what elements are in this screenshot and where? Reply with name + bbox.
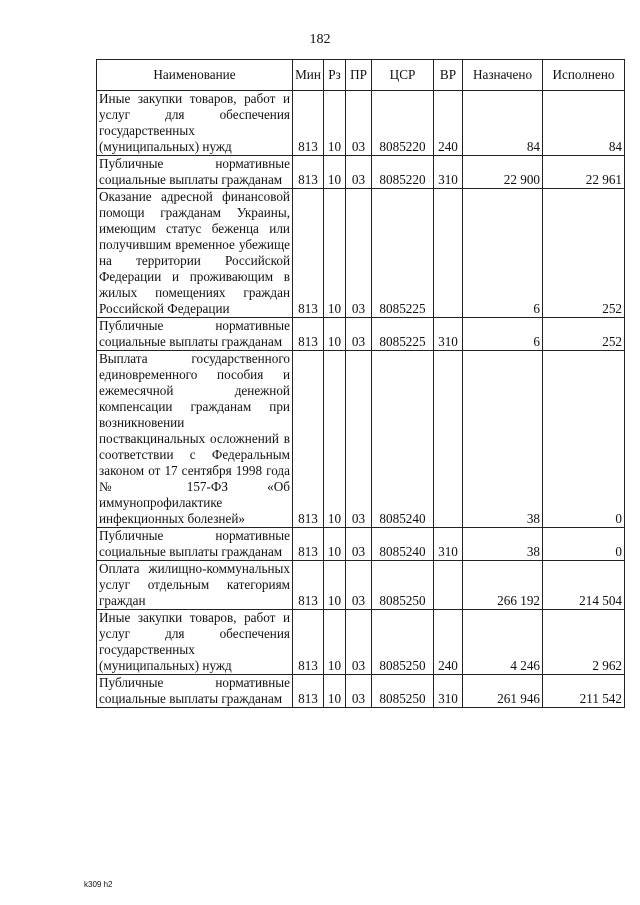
row-csr: 8085250 (372, 675, 434, 708)
header-pr: ПР (346, 60, 372, 91)
row-vr: 310 (434, 318, 463, 351)
header-assigned: Назначено (463, 60, 543, 91)
table-row (97, 528, 625, 561)
row-pr: 03 (346, 156, 372, 189)
header-name: Наименование (97, 60, 293, 91)
row-min: 813 (293, 189, 324, 318)
row-name: Оплата жилищно-коммунальных услуг отдельным категориям граждан (97, 561, 293, 610)
row-executed: 252 (543, 318, 625, 351)
header-vr: ВР (434, 60, 463, 91)
row-min: 813 (293, 351, 324, 528)
row-pr: 03 (346, 561, 372, 610)
row-pr: 03 (346, 675, 372, 708)
row-vr: 310 (434, 156, 463, 189)
row-assigned: 84 (463, 91, 543, 156)
row-name: Публичные нормативные социальные выплаты гражданам (97, 675, 293, 708)
row-assigned: 266 192 (463, 561, 543, 610)
row-csr: 8085225 (372, 318, 434, 351)
row-min: 813 (293, 91, 324, 156)
row-vr (434, 351, 463, 528)
row-pr: 03 (346, 91, 372, 156)
row-executed: 2 962 (543, 610, 625, 675)
budget-table (96, 59, 625, 708)
row-pr: 03 (346, 318, 372, 351)
row-name: Иные закупки товаров, работ и услуг для обеспечения государственных (муниципальных) нужд (97, 610, 293, 675)
header-rz: Рз (324, 60, 346, 91)
table-row (97, 610, 625, 675)
row-assigned: 22 900 (463, 156, 543, 189)
row-min: 813 (293, 318, 324, 351)
row-vr (434, 561, 463, 610)
table-row (97, 156, 625, 189)
header-min: Мин (293, 60, 324, 91)
row-assigned: 261 946 (463, 675, 543, 708)
table-header-row (97, 60, 625, 91)
row-min: 813 (293, 528, 324, 561)
row-vr: 240 (434, 610, 463, 675)
row-name: Публичные нормативные социальные выплаты гражданам (97, 528, 293, 561)
row-rz: 10 (324, 318, 346, 351)
row-executed: 211 542 (543, 675, 625, 708)
row-csr: 8085220 (372, 156, 434, 189)
row-rz: 10 (324, 528, 346, 561)
row-name: Публичные нормативные социальные выплаты гражданам (97, 156, 293, 189)
row-csr: 8085220 (372, 91, 434, 156)
row-rz: 10 (324, 675, 346, 708)
row-assigned: 38 (463, 528, 543, 561)
row-executed: 252 (543, 189, 625, 318)
page-number: 182 (309, 32, 331, 47)
row-rz: 10 (324, 91, 346, 156)
row-name: Иные закупки товаров, работ и услуг для обеспечения государственных (муниципальных) нужд (97, 91, 293, 156)
row-assigned: 38 (463, 351, 543, 528)
row-assigned: 4 246 (463, 610, 543, 675)
row-executed: 0 (543, 528, 625, 561)
row-csr: 8085250 (372, 561, 434, 610)
row-rz: 10 (324, 561, 346, 610)
row-min: 813 (293, 156, 324, 189)
footer-code: k309 h2 (84, 880, 113, 889)
row-pr: 03 (346, 189, 372, 318)
row-min: 813 (293, 610, 324, 675)
row-executed: 84 (543, 91, 625, 156)
row-rz: 10 (324, 156, 346, 189)
header-executed: Исполнено (543, 60, 625, 91)
row-csr: 8085240 (372, 351, 434, 528)
row-min: 813 (293, 675, 324, 708)
row-csr: 8085225 (372, 189, 434, 318)
table-row (97, 675, 625, 708)
table-row (97, 91, 625, 156)
row-name: Выплата государственного единовременного пособия и ежемесячной денежной компенсации гражданам при возникновении поствакцинальных осложнений в соответствии с Федеральным законом от 17 сентября 1998 года № 157-ФЗ «Об иммунопрофилактике инфекционных болезней» (97, 351, 293, 528)
row-csr: 8085250 (372, 610, 434, 675)
row-pr: 03 (346, 528, 372, 561)
row-vr: 310 (434, 675, 463, 708)
row-name: Публичные нормативные социальные выплаты гражданам (97, 318, 293, 351)
row-csr: 8085240 (372, 528, 434, 561)
row-vr: 240 (434, 91, 463, 156)
row-vr (434, 189, 463, 318)
header-csr: ЦСР (372, 60, 434, 91)
row-min: 813 (293, 561, 324, 610)
row-executed: 22 961 (543, 156, 625, 189)
row-rz: 10 (324, 189, 346, 318)
row-assigned: 6 (463, 318, 543, 351)
row-pr: 03 (346, 351, 372, 528)
table-row (97, 189, 625, 318)
row-rz: 10 (324, 351, 346, 528)
table-row (97, 318, 625, 351)
table-row (97, 351, 625, 528)
row-pr: 03 (346, 610, 372, 675)
row-assigned: 6 (463, 189, 543, 318)
row-rz: 10 (324, 610, 346, 675)
row-executed: 214 504 (543, 561, 625, 610)
row-vr: 310 (434, 528, 463, 561)
table-row (97, 561, 625, 610)
row-executed: 0 (543, 351, 625, 528)
row-name: Оказание адресной финансовой помощи гражданам Украины, имеющим статус беженца или получившим временное убежище на территории Российской Федерации и проживающим в жилых помещениях граждан Российской Федерации (97, 189, 293, 318)
